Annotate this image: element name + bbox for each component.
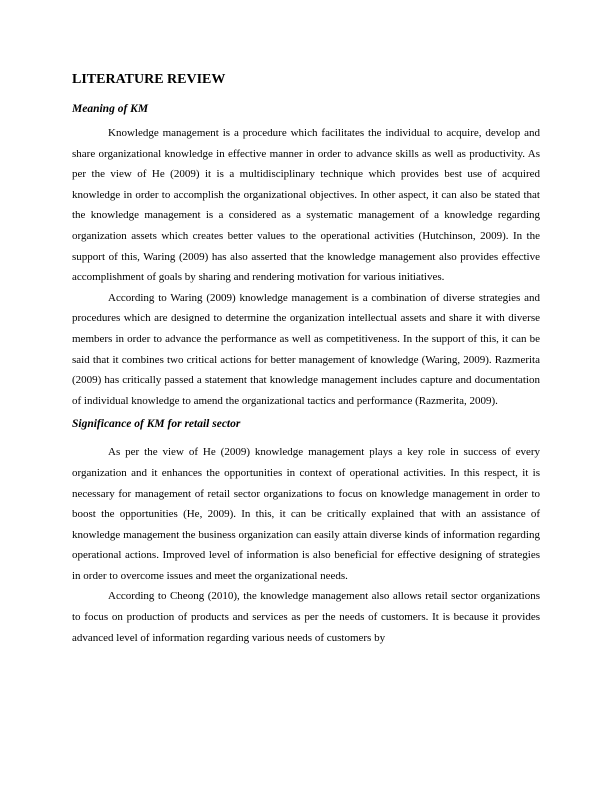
paragraph: According to Cheong (2010), the knowledge management also allows retail sector organizations to focus on production of products and services as per the needs of customers. It is because it provides advanced level of information regarding various needs of customers by <box>72 590 540 644</box>
section-heading: Meaning of KM <box>72 103 149 115</box>
section-meaning-of-km <box>72 100 540 411</box>
paragraph: Knowledge management is a procedure which facilitates the individual to acquire, develop and share organizational knowledge in effective manner in order to advance skills as well as productivity. As per the view of He (2009) it is a multidisciplinary technique which provides best use of acquired knowledge in order to accomplish the organizational objectives. In other aspect, it can also be stated that the knowledge management is a considered as a systematic management of a knowledge regarding organization assets which creates better values to the operational activities (Hutchinson, 2009). In the support of this, Waring (2009) has also asserted that the knowledge management also provides effective accomplishment of goals by sharing and rendering motivation for various initiatives. <box>72 127 540 284</box>
section-heading: Significance of KM for retail sector <box>72 418 241 431</box>
paragraph: According to Waring (2009) knowledge management is a combination of diverse strategies and procedures which are designed to determine the organization intellectual assets and share it with diverse members in order to advance the performance as well as competitiveness. In the support of this, it can be said that it combines two critical actions for better management of knowledge (Waring, 2009). Razmerita (2009) has critically passed a statement that knowledge management includes capture and documentation of individual knowledge to amend the organizational tactics and performance (Razmerita, 2009). <box>72 291 540 407</box>
page-title: LITERATURE REVIEW <box>72 72 226 87</box>
paragraph: As per the view of He (2009) knowledge management plays a key role in success of every organization and it enhances the opportunities in context of operational activities. In this respect, it is necessary for management of retail sector organizations to focus on knowledge management in order to boost the opportunities (He, 2009). In this, it can be critically explained that with an assistance of knowledge management the business organization can easily attain diverse kinds of information regarding operational actions. Improved level of information is also beneficial for effective designing of strategies in order to overcome issues and meet the organizational needs. <box>72 446 540 582</box>
document-page <box>72 70 540 648</box>
section-significance-of-km <box>72 415 540 648</box>
